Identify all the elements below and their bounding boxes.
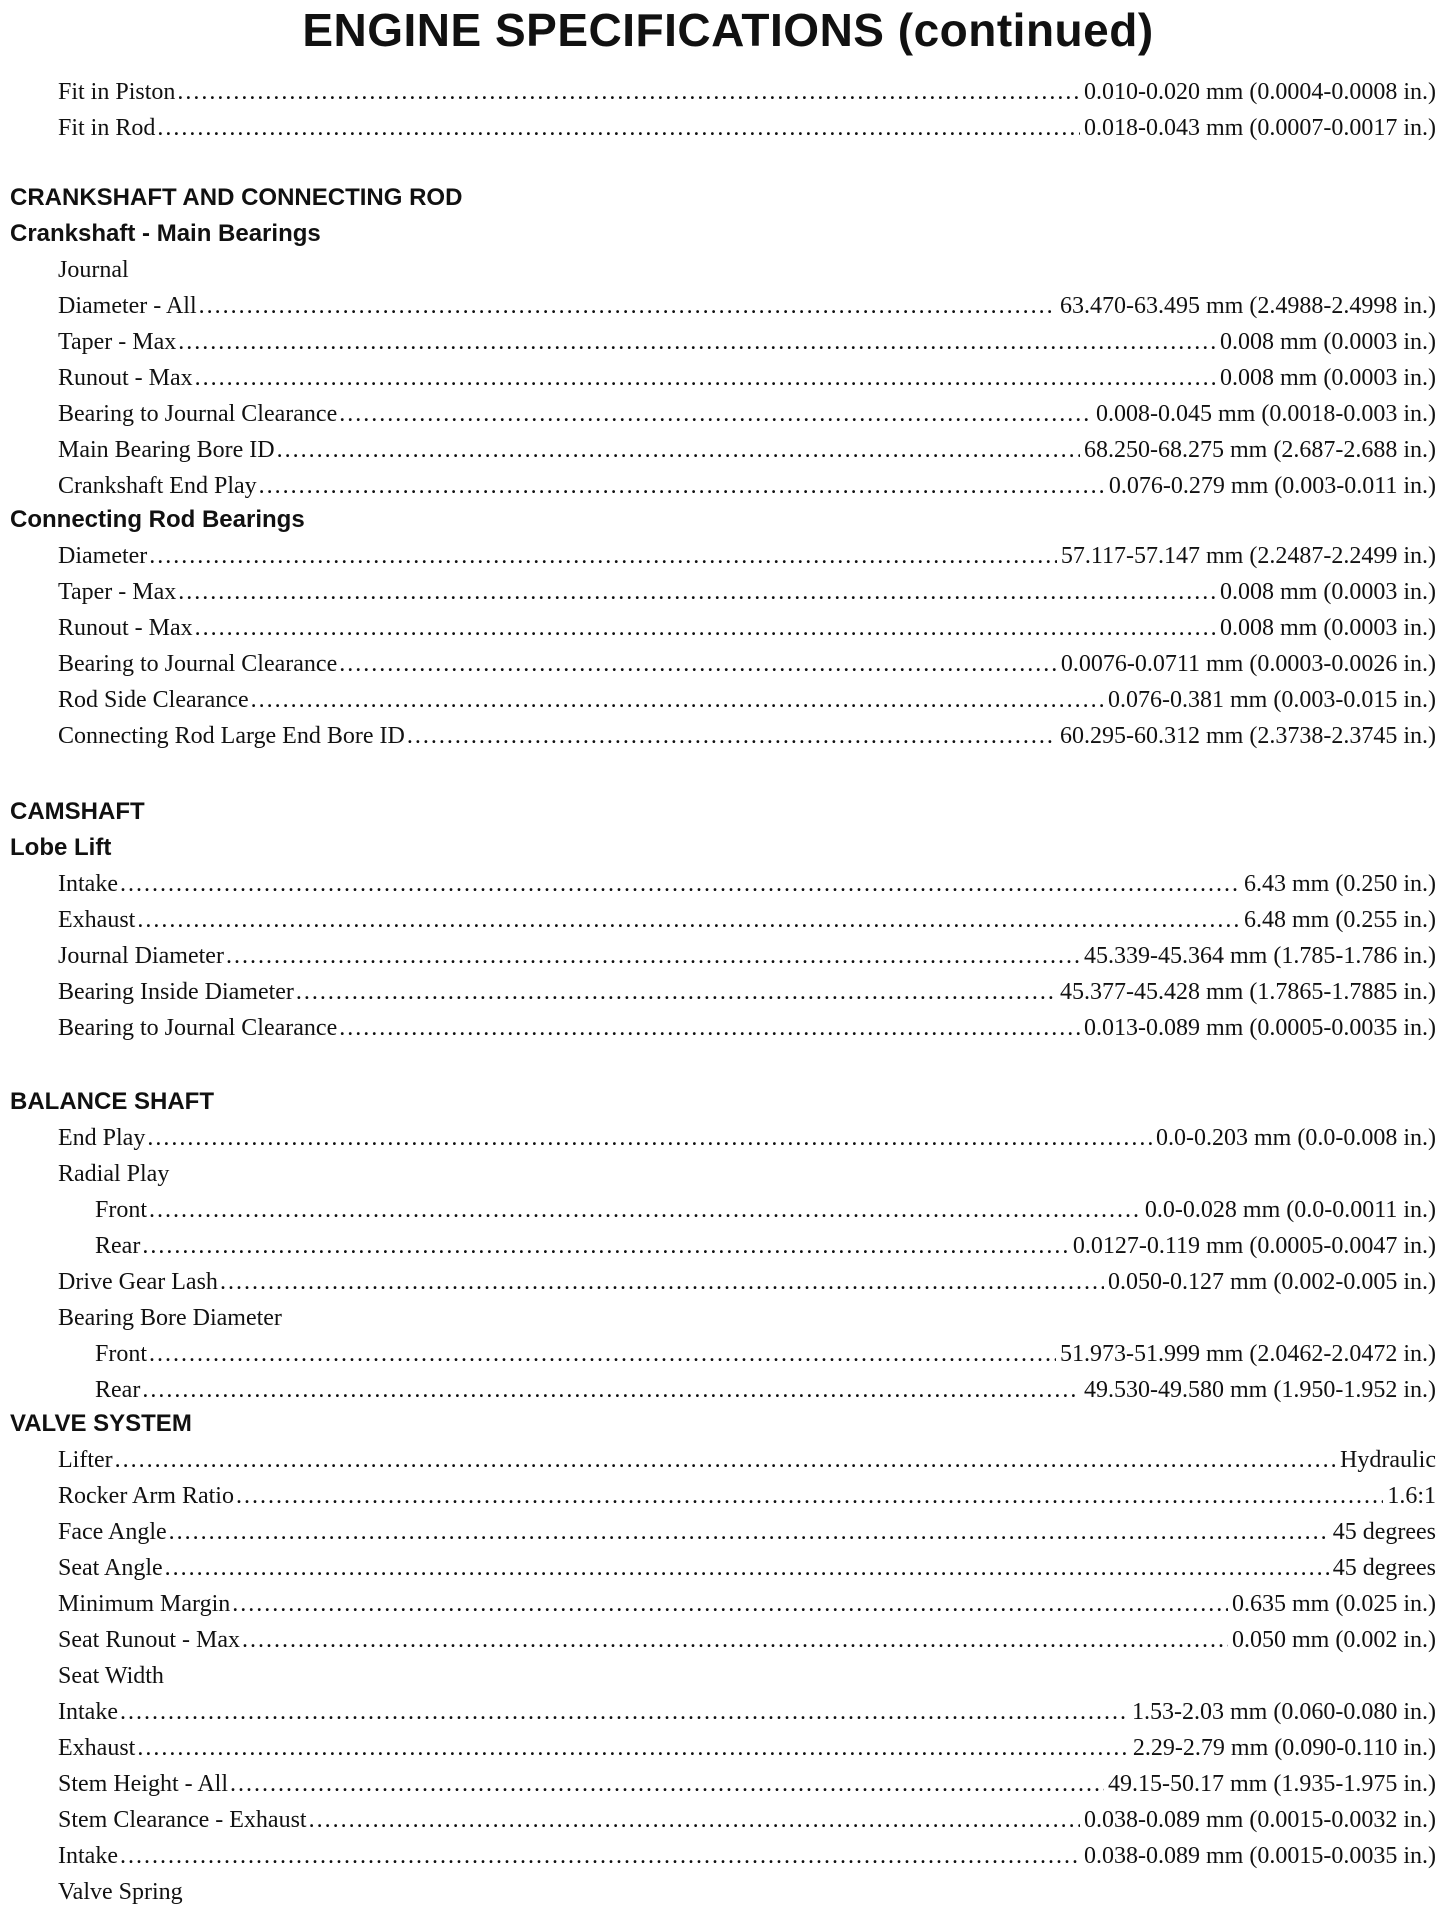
spec-row bbox=[58, 1550, 1436, 1586]
spec-row bbox=[58, 1838, 1436, 1874]
spec-label: Bearing to Journal Clearance bbox=[58, 401, 338, 427]
spec-value: 0.050 mm (0.002 in.) bbox=[1232, 1627, 1436, 1653]
spec-row bbox=[58, 1694, 1436, 1730]
spec-value: 60.295-60.312 mm (2.3738-2.3745 in.) bbox=[1060, 723, 1436, 749]
spec-row bbox=[58, 1010, 1436, 1046]
spec-label: Seat Runout - Max bbox=[58, 1627, 240, 1653]
spec-row bbox=[58, 110, 1436, 146]
dot-leader bbox=[115, 1442, 1336, 1478]
spec-row bbox=[58, 682, 1436, 718]
spec-row bbox=[58, 1586, 1436, 1622]
subsection-heading-main-bearings: Crankshaft - Main Bearings bbox=[10, 220, 321, 247]
spec-row bbox=[58, 974, 1436, 1010]
spec-label: Journal Diameter bbox=[58, 943, 224, 969]
spec-row bbox=[58, 866, 1436, 902]
dot-leader bbox=[296, 974, 1056, 1010]
spec-row bbox=[58, 1514, 1436, 1550]
spec-row bbox=[58, 396, 1436, 432]
dot-leader bbox=[309, 1802, 1080, 1838]
spec-value: 0.076-0.381 mm (0.003-0.015 in.) bbox=[1108, 687, 1436, 713]
spec-label: Diameter bbox=[58, 543, 148, 569]
spec-row bbox=[58, 1120, 1436, 1156]
dot-leader bbox=[120, 1694, 1128, 1730]
spec-row bbox=[58, 1802, 1436, 1838]
spec-label: Fit in Rod bbox=[58, 115, 156, 141]
spec-value: 49.530-49.580 mm (1.950-1.952 in.) bbox=[1084, 1377, 1436, 1403]
spec-value: 0.038-0.089 mm (0.0015-0.0032 in.) bbox=[1084, 1807, 1436, 1833]
spec-row bbox=[58, 432, 1436, 468]
dot-leader bbox=[149, 1336, 1056, 1372]
spec-value: 0.038-0.089 mm (0.0015-0.0035 in.) bbox=[1084, 1843, 1436, 1869]
spec-row bbox=[58, 1766, 1436, 1802]
spec-row bbox=[58, 902, 1436, 938]
spec-label: Fit in Piston bbox=[58, 79, 176, 105]
spec-label: Main Bearing Bore ID bbox=[58, 437, 275, 463]
sub-label-journal: Journal bbox=[58, 257, 129, 283]
spec-row bbox=[58, 324, 1436, 360]
spec-value: 2.29-2.79 mm (0.090-0.110 in.) bbox=[1132, 1735, 1436, 1761]
dot-leader bbox=[195, 610, 1216, 646]
spec-value: 57.117-57.147 mm (2.2487-2.2499 in.) bbox=[1060, 543, 1436, 569]
spec-label: Intake bbox=[58, 1699, 118, 1725]
dot-leader bbox=[220, 1264, 1104, 1300]
spec-row bbox=[58, 1264, 1436, 1300]
spec-label: Exhaust bbox=[58, 907, 136, 933]
spec-value: 45.377-45.428 mm (1.7865-1.7885 in.) bbox=[1060, 979, 1436, 1005]
subsection-heading-rod-bearings: Connecting Rod Bearings bbox=[10, 506, 305, 533]
dot-leader bbox=[259, 468, 1105, 504]
dot-leader bbox=[277, 432, 1080, 468]
spec-label: Rocker Arm Ratio bbox=[58, 1483, 234, 1509]
spec-label: Face Angle bbox=[58, 1519, 167, 1545]
spec-label: Intake bbox=[58, 1843, 118, 1869]
dot-leader bbox=[339, 1010, 1080, 1046]
dot-leader bbox=[169, 1514, 1329, 1550]
spec-value: 0.018-0.043 mm (0.0007-0.0017 in.) bbox=[1084, 115, 1436, 141]
spec-value: Hydraulic bbox=[1340, 1447, 1436, 1473]
spec-label: Lifter bbox=[58, 1447, 113, 1473]
dot-leader bbox=[120, 866, 1240, 902]
spec-label: Bearing Inside Diameter bbox=[58, 979, 294, 1005]
dot-leader bbox=[142, 1372, 1080, 1408]
dot-leader bbox=[178, 574, 1216, 610]
spec-label: End Play bbox=[58, 1125, 146, 1151]
dot-leader bbox=[236, 1478, 1383, 1514]
dot-leader bbox=[339, 396, 1092, 432]
section-heading-valve-system: VALVE SYSTEM bbox=[10, 1410, 192, 1437]
spec-label: Stem Height - All bbox=[58, 1771, 228, 1797]
spec-label: Connecting Rod Large End Bore ID bbox=[58, 723, 405, 749]
spec-value: 0.008 mm (0.0003 in.) bbox=[1220, 329, 1436, 355]
spec-label: Front bbox=[95, 1341, 148, 1367]
spec-label: Rod Side Clearance bbox=[58, 687, 249, 713]
spec-value: 63.470-63.495 mm (2.4988-2.4998 in.) bbox=[1060, 293, 1436, 319]
dot-leader bbox=[251, 682, 1104, 718]
dot-leader bbox=[199, 288, 1056, 324]
dot-leader bbox=[157, 110, 1080, 146]
spec-row bbox=[95, 1192, 1436, 1228]
spec-value: 0.0-0.203 mm (0.0-0.008 in.) bbox=[1156, 1125, 1436, 1151]
spec-row bbox=[58, 1622, 1436, 1658]
spec-value: 51.973-51.999 mm (2.0462-2.0472 in.) bbox=[1060, 1341, 1436, 1367]
page-title: ENGINE SPECIFICATIONS (continued) bbox=[302, 4, 1154, 56]
spec-value: 0.008-0.045 mm (0.0018-0.003 in.) bbox=[1096, 401, 1436, 427]
dot-leader bbox=[195, 360, 1216, 396]
dot-leader bbox=[339, 646, 1057, 682]
dot-leader bbox=[165, 1550, 1329, 1586]
spec-label: Minimum Margin bbox=[58, 1591, 231, 1617]
spec-row bbox=[95, 1336, 1436, 1372]
spec-value: 0.050-0.127 mm (0.002-0.005 in.) bbox=[1108, 1269, 1436, 1295]
sub-label-valve-spring: Valve Spring bbox=[58, 1879, 183, 1905]
spec-label: Rear bbox=[95, 1377, 141, 1403]
spec-value: 0.010-0.020 mm (0.0004-0.0008 in.) bbox=[1084, 79, 1436, 105]
dot-leader bbox=[149, 1192, 1141, 1228]
spec-row bbox=[58, 1442, 1436, 1478]
spec-row bbox=[58, 288, 1436, 324]
sub-label-bearing-bore: Bearing Bore Diameter bbox=[58, 1305, 282, 1331]
dot-leader bbox=[177, 74, 1080, 110]
dot-leader bbox=[137, 1730, 1129, 1766]
spec-row bbox=[58, 538, 1436, 574]
spec-row bbox=[58, 1478, 1436, 1514]
spec-row bbox=[95, 1372, 1436, 1408]
spec-row bbox=[58, 360, 1436, 396]
spec-label: Taper - Max bbox=[58, 579, 177, 605]
section-heading-camshaft: CAMSHAFT bbox=[10, 798, 145, 825]
spec-value: 45 degrees bbox=[1332, 1555, 1436, 1581]
dot-leader bbox=[149, 538, 1057, 574]
dot-leader bbox=[147, 1120, 1152, 1156]
spec-row bbox=[58, 938, 1436, 974]
sub-label-radial-play: Radial Play bbox=[58, 1161, 170, 1187]
dot-leader bbox=[178, 324, 1216, 360]
spec-label: Runout - Max bbox=[58, 365, 193, 391]
spec-row bbox=[58, 718, 1436, 754]
spec-label: Seat Angle bbox=[58, 1555, 163, 1581]
spec-value: 6.43 mm (0.250 in.) bbox=[1244, 871, 1436, 897]
spec-row bbox=[58, 468, 1436, 504]
spec-label: Crankshaft End Play bbox=[58, 473, 257, 499]
spec-row bbox=[58, 1730, 1436, 1766]
dot-leader bbox=[137, 902, 1240, 938]
dot-leader bbox=[230, 1766, 1104, 1802]
spec-label: Intake bbox=[58, 871, 118, 897]
dot-leader bbox=[120, 1838, 1080, 1874]
spec-value: 0.008 mm (0.0003 in.) bbox=[1220, 365, 1436, 391]
spec-value: 0.076-0.279 mm (0.003-0.011 in.) bbox=[1108, 473, 1436, 499]
spec-label: Front bbox=[95, 1197, 148, 1223]
spec-row bbox=[58, 574, 1436, 610]
spec-label: Stem Clearance - Exhaust bbox=[58, 1807, 307, 1833]
dot-leader bbox=[242, 1622, 1228, 1658]
dot-leader bbox=[407, 718, 1056, 754]
spec-label: Runout - Max bbox=[58, 615, 193, 641]
spec-value: 45 degrees bbox=[1332, 1519, 1436, 1545]
section-heading-balance-shaft: BALANCE SHAFT bbox=[10, 1088, 214, 1115]
spec-value: 1.6:1 bbox=[1387, 1483, 1436, 1509]
spec-value: 68.250-68.275 mm (2.687-2.688 in.) bbox=[1084, 437, 1436, 463]
spec-row bbox=[95, 1228, 1436, 1264]
section-heading-crankshaft: CRANKSHAFT AND CONNECTING ROD bbox=[10, 184, 463, 211]
spec-value: 0.008 mm (0.0003 in.) bbox=[1220, 579, 1436, 605]
spec-label: Diameter - All bbox=[58, 293, 197, 319]
spec-row bbox=[58, 610, 1436, 646]
spec-label: Rear bbox=[95, 1233, 141, 1259]
spec-value: 0.635 mm (0.025 in.) bbox=[1232, 1591, 1436, 1617]
spec-value: 0.013-0.089 mm (0.0005-0.0035 in.) bbox=[1084, 1015, 1436, 1041]
spec-value: 6.48 mm (0.255 in.) bbox=[1244, 907, 1436, 933]
spec-row bbox=[58, 74, 1436, 110]
spec-value: 0.0127-0.119 mm (0.0005-0.0047 in.) bbox=[1072, 1233, 1436, 1259]
spec-label: Bearing to Journal Clearance bbox=[58, 651, 338, 677]
dot-leader bbox=[226, 938, 1080, 974]
spec-row bbox=[58, 646, 1436, 682]
spec-value: 0.008 mm (0.0003 in.) bbox=[1220, 615, 1436, 641]
spec-value: 0.0076-0.0711 mm (0.0003-0.0026 in.) bbox=[1060, 651, 1436, 677]
subsection-heading-lobe-lift: Lobe Lift bbox=[10, 834, 112, 861]
spec-value: 1.53-2.03 mm (0.060-0.080 in.) bbox=[1132, 1699, 1436, 1725]
spec-value: 49.15-50.17 mm (1.935-1.975 in.) bbox=[1108, 1771, 1436, 1797]
spec-label: Bearing to Journal Clearance bbox=[58, 1015, 338, 1041]
spec-value: 0.0-0.028 mm (0.0-0.0011 in.) bbox=[1144, 1197, 1436, 1223]
spec-label: Exhaust bbox=[58, 1735, 136, 1761]
spec-label: Drive Gear Lash bbox=[58, 1269, 218, 1295]
spec-value: 45.339-45.364 mm (1.785-1.786 in.) bbox=[1084, 943, 1436, 969]
sub-label-seat-width: Seat Width bbox=[58, 1663, 164, 1689]
dot-leader bbox=[142, 1228, 1069, 1264]
dot-leader bbox=[232, 1586, 1228, 1622]
spec-label: Taper - Max bbox=[58, 329, 177, 355]
